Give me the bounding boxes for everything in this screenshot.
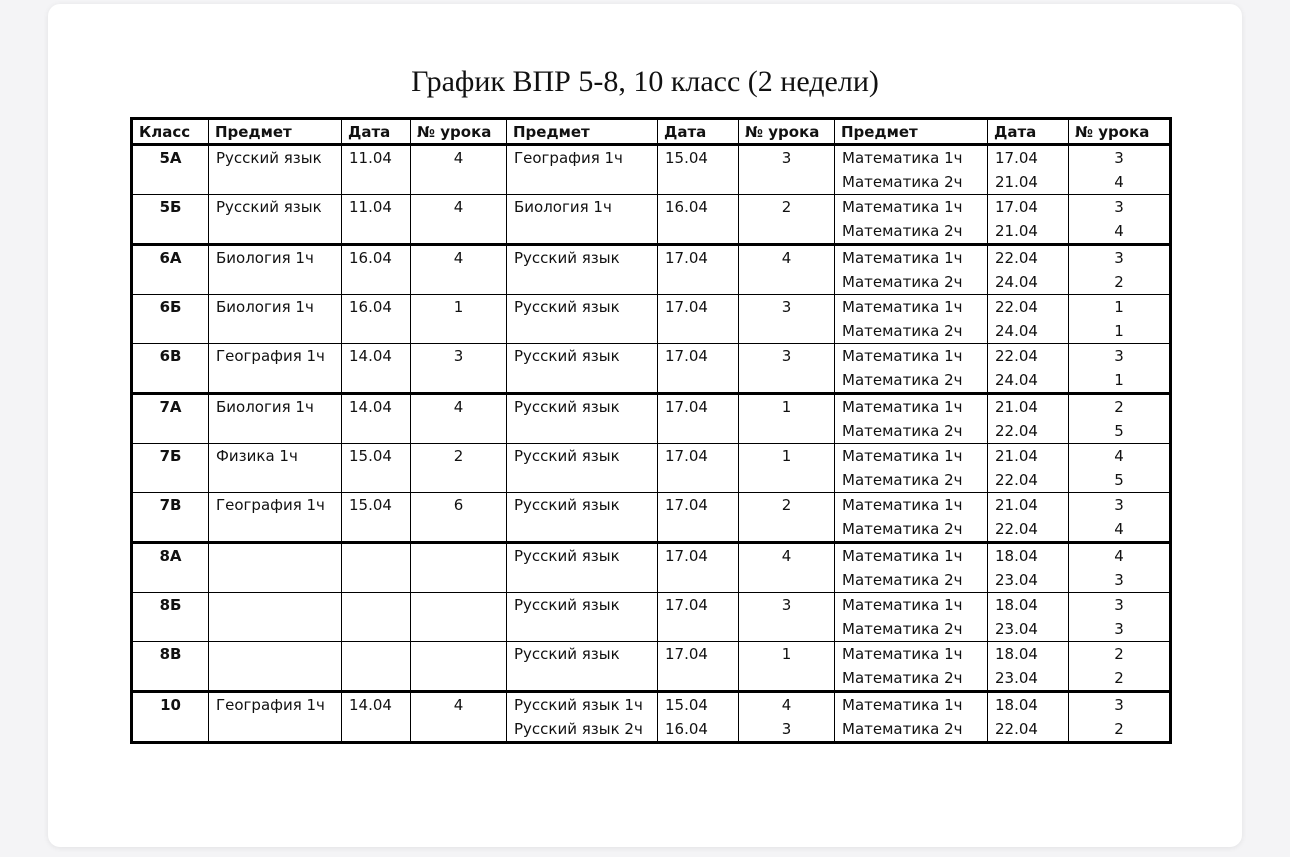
class-cell bbox=[132, 593, 209, 642]
date-3-cell bbox=[988, 593, 1069, 642]
cell-line: Русский язык 1ч bbox=[514, 696, 643, 714]
table-row bbox=[132, 642, 1171, 692]
class-cell bbox=[132, 642, 209, 692]
header-subject-2: Предмет bbox=[507, 119, 658, 145]
lesson-2-cell bbox=[739, 195, 835, 245]
subject-2-cell bbox=[507, 145, 658, 195]
class-cell bbox=[132, 245, 209, 295]
lesson-3-cell bbox=[1069, 145, 1171, 195]
cell-line: География 1ч bbox=[216, 347, 325, 365]
header-lesson-1: № урока bbox=[411, 119, 507, 145]
lesson-3-cell bbox=[1069, 344, 1171, 394]
subject-2-cell bbox=[507, 245, 658, 295]
table-row bbox=[132, 394, 1171, 444]
lesson-1-cell bbox=[411, 642, 507, 692]
table-row bbox=[132, 295, 1171, 344]
cell-line: Биология 1ч bbox=[216, 249, 314, 267]
date-1-cell bbox=[342, 195, 411, 245]
date-3-cell bbox=[988, 145, 1069, 195]
cell-line: 1 bbox=[781, 645, 792, 663]
cell-line: 3 bbox=[1114, 571, 1124, 589]
table-row bbox=[132, 145, 1171, 195]
class-label: 7В bbox=[159, 496, 182, 514]
date-1-cell bbox=[342, 593, 411, 642]
cell-line: 1 bbox=[781, 398, 792, 416]
cell-line: Математика 2ч bbox=[842, 173, 963, 191]
cell-line: Математика 1ч bbox=[842, 298, 963, 316]
date-3-cell bbox=[988, 245, 1069, 295]
cell-line: 17.04 bbox=[665, 347, 708, 365]
cell-line: 23.04 bbox=[995, 620, 1038, 638]
subject-3-cell bbox=[835, 145, 988, 195]
lesson-2-cell bbox=[739, 145, 835, 195]
date-1-cell bbox=[342, 543, 411, 593]
cell-line: 16.04 bbox=[349, 298, 392, 316]
table-row bbox=[132, 493, 1171, 543]
cell-line: 3 bbox=[1114, 249, 1124, 267]
cell-line: Математика 1ч bbox=[842, 447, 963, 465]
cell-line: Математика 1ч bbox=[842, 696, 963, 714]
cell-line: 6 bbox=[453, 496, 464, 514]
class-cell bbox=[132, 344, 209, 394]
cell-line: 2 bbox=[781, 198, 792, 216]
cell-line: 24.04 bbox=[995, 273, 1038, 291]
header-row bbox=[132, 119, 1171, 145]
cell-line: 17.04 bbox=[665, 496, 708, 514]
subject-3-cell bbox=[835, 394, 988, 444]
date-2-cell bbox=[658, 593, 739, 642]
lesson-2-cell bbox=[739, 692, 835, 743]
cell-line: Математика 2ч bbox=[842, 520, 963, 538]
subject-3-cell bbox=[835, 344, 988, 394]
cell-line: 4 bbox=[453, 249, 464, 267]
cell-line: 1 bbox=[781, 447, 792, 465]
date-1-cell bbox=[342, 493, 411, 543]
cell-line: 3 bbox=[781, 298, 792, 316]
subject-3-cell bbox=[835, 295, 988, 344]
header-subject-3: Предмет bbox=[835, 119, 988, 145]
cell-line: 2 bbox=[1114, 273, 1124, 291]
header-date-2: Дата bbox=[658, 119, 739, 145]
subject-2-cell bbox=[507, 642, 658, 692]
date-3-cell bbox=[988, 195, 1069, 245]
subject-2-cell bbox=[507, 493, 658, 543]
cell-line: Русский язык bbox=[216, 198, 322, 216]
lesson-2-cell bbox=[739, 593, 835, 642]
cell-line: 4 bbox=[781, 696, 792, 714]
cell-line: Математика 1ч bbox=[842, 645, 963, 663]
cell-line: 14.04 bbox=[349, 347, 392, 365]
cell-line: 21.04 bbox=[995, 173, 1038, 191]
date-3-cell bbox=[988, 692, 1069, 743]
cell-line: 2 bbox=[781, 496, 792, 514]
cell-line: 17.04 bbox=[665, 398, 708, 416]
class-label: 10 bbox=[160, 696, 181, 714]
lesson-1-cell bbox=[411, 394, 507, 444]
cell-line: Русский язык bbox=[514, 447, 620, 465]
table-row bbox=[132, 444, 1171, 493]
cell-line: 16.04 bbox=[349, 249, 392, 267]
cell-line: 22.04 bbox=[995, 347, 1038, 365]
lesson-2-cell bbox=[739, 344, 835, 394]
class-label: 8Б bbox=[159, 596, 182, 614]
cell-line: 21.04 bbox=[995, 222, 1038, 240]
cell-line: 17.04 bbox=[995, 149, 1038, 167]
cell-line: 22.04 bbox=[995, 298, 1038, 316]
cell-line: 4 bbox=[781, 547, 792, 565]
header-lesson-3: № урока bbox=[1069, 119, 1171, 145]
class-cell bbox=[132, 295, 209, 344]
cell-line: 3 bbox=[781, 347, 792, 365]
cell-line: Математика 1ч bbox=[842, 496, 963, 514]
cell-line: Математика 2ч bbox=[842, 620, 963, 638]
table-row bbox=[132, 692, 1171, 743]
subject-2-cell bbox=[507, 444, 658, 493]
lesson-2-cell bbox=[739, 543, 835, 593]
table-body bbox=[132, 145, 1171, 743]
cell-line: 21.04 bbox=[995, 398, 1038, 416]
cell-line: 17.04 bbox=[665, 249, 708, 267]
cell-line: 3 bbox=[1114, 347, 1124, 365]
date-1-cell bbox=[342, 245, 411, 295]
lesson-1-cell bbox=[411, 692, 507, 743]
cell-line: 2 bbox=[1114, 645, 1124, 663]
date-2-cell bbox=[658, 195, 739, 245]
cell-line: Русский язык bbox=[514, 347, 620, 365]
lesson-3-cell bbox=[1069, 195, 1171, 245]
lesson-3-cell bbox=[1069, 642, 1171, 692]
header-lesson-2: № урока bbox=[739, 119, 835, 145]
lesson-3-cell bbox=[1069, 543, 1171, 593]
class-label: 5А bbox=[159, 149, 182, 167]
date-2-cell bbox=[658, 394, 739, 444]
date-1-cell bbox=[342, 692, 411, 743]
cell-line: 4 bbox=[1114, 173, 1124, 191]
class-label: 7Б bbox=[159, 447, 182, 465]
header-class: Класс bbox=[132, 119, 209, 145]
class-label: 8А bbox=[159, 547, 182, 565]
table-row bbox=[132, 543, 1171, 593]
cell-line: 4 bbox=[453, 398, 464, 416]
cell-line: Русский язык bbox=[514, 645, 620, 663]
cell-line: 3 bbox=[1114, 496, 1124, 514]
cell-line: 3 bbox=[1114, 620, 1124, 638]
date-3-cell bbox=[988, 394, 1069, 444]
cell-line: Математика 1ч bbox=[842, 596, 963, 614]
cell-line: 18.04 bbox=[995, 696, 1038, 714]
cell-line: 11.04 bbox=[349, 149, 392, 167]
cell-line: Математика 2ч bbox=[842, 273, 963, 291]
subject-1-cell bbox=[209, 543, 342, 593]
date-2-cell bbox=[658, 493, 739, 543]
class-label: 6А bbox=[159, 249, 182, 267]
class-cell bbox=[132, 394, 209, 444]
lesson-1-cell bbox=[411, 593, 507, 642]
cell-line: 1 bbox=[1114, 298, 1124, 316]
cell-line: Биология 1ч bbox=[514, 198, 612, 216]
cell-line: 17.04 bbox=[665, 645, 708, 663]
cell-line: 15.04 bbox=[349, 496, 392, 514]
cell-line: Математика 1ч bbox=[842, 249, 963, 267]
cell-line: Биология 1ч bbox=[216, 298, 314, 316]
subject-3-cell bbox=[835, 543, 988, 593]
cell-line: 22.04 bbox=[995, 249, 1038, 267]
cell-line: 15.04 bbox=[665, 149, 708, 167]
date-2-cell bbox=[658, 543, 739, 593]
cell-line: Математика 2ч bbox=[842, 371, 963, 389]
cell-line: 4 bbox=[1114, 547, 1124, 565]
cell-line: Математика 1ч bbox=[842, 398, 963, 416]
date-3-cell bbox=[988, 344, 1069, 394]
lesson-2-cell bbox=[739, 493, 835, 543]
cell-line: 4 bbox=[453, 149, 464, 167]
cell-line: 3 bbox=[1114, 149, 1124, 167]
subject-1-cell bbox=[209, 394, 342, 444]
class-cell bbox=[132, 493, 209, 543]
subject-1-cell bbox=[209, 195, 342, 245]
date-1-cell bbox=[342, 344, 411, 394]
lesson-3-cell bbox=[1069, 444, 1171, 493]
cell-line: 3 bbox=[453, 347, 464, 365]
table-row bbox=[132, 344, 1171, 394]
class-cell bbox=[132, 692, 209, 743]
document-title: График ВПР 5-8, 10 класс (2 недели) bbox=[411, 65, 879, 98]
date-2-cell bbox=[658, 295, 739, 344]
class-label: 6В bbox=[159, 347, 182, 365]
cell-line: Русский язык bbox=[514, 398, 620, 416]
class-label: 8В bbox=[159, 645, 182, 663]
subject-1-cell bbox=[209, 145, 342, 195]
cell-line: 17.04 bbox=[665, 298, 708, 316]
cell-line: Русский язык bbox=[514, 249, 620, 267]
cell-line: Русский язык bbox=[514, 496, 620, 514]
cell-line: 2 bbox=[1114, 398, 1124, 416]
subject-1-cell bbox=[209, 642, 342, 692]
date-1-cell bbox=[342, 145, 411, 195]
date-2-cell bbox=[658, 692, 739, 743]
subject-1-cell bbox=[209, 493, 342, 543]
lesson-2-cell bbox=[739, 394, 835, 444]
date-2-cell bbox=[658, 344, 739, 394]
cell-line: 24.04 bbox=[995, 322, 1038, 340]
subject-3-cell bbox=[835, 245, 988, 295]
lesson-1-cell bbox=[411, 245, 507, 295]
cell-line: Математика 1ч bbox=[842, 547, 963, 565]
lesson-2-cell bbox=[739, 245, 835, 295]
cell-line: 2 bbox=[453, 447, 464, 465]
subject-3-cell bbox=[835, 493, 988, 543]
cell-line: 4 bbox=[453, 198, 464, 216]
lesson-1-cell bbox=[411, 543, 507, 593]
date-3-cell bbox=[988, 642, 1069, 692]
cell-line: География 1ч bbox=[216, 696, 325, 714]
cell-line: Математика 2ч bbox=[842, 669, 963, 687]
subject-2-cell bbox=[507, 543, 658, 593]
cell-line: 17.04 bbox=[665, 596, 708, 614]
table-row bbox=[132, 245, 1171, 295]
subject-3-cell bbox=[835, 444, 988, 493]
lesson-1-cell bbox=[411, 295, 507, 344]
cell-line: 3 bbox=[781, 596, 792, 614]
cell-line: 23.04 bbox=[995, 571, 1038, 589]
lesson-1-cell bbox=[411, 344, 507, 394]
cell-line: Математика 2ч bbox=[842, 471, 963, 489]
cell-line: 4 bbox=[1114, 447, 1124, 465]
vpr-schedule-table bbox=[130, 117, 1172, 744]
lesson-2-cell bbox=[739, 642, 835, 692]
cell-line: География 1ч bbox=[514, 149, 623, 167]
subject-1-cell bbox=[209, 344, 342, 394]
lesson-1-cell bbox=[411, 493, 507, 543]
lesson-3-cell bbox=[1069, 692, 1171, 743]
cell-line: Математика 2ч bbox=[842, 322, 963, 340]
cell-line: Русский язык bbox=[514, 547, 620, 565]
cell-line: 4 bbox=[781, 249, 792, 267]
cell-line: 15.04 bbox=[665, 696, 708, 714]
date-3-cell bbox=[988, 295, 1069, 344]
subject-1-cell bbox=[209, 444, 342, 493]
cell-line: 3 bbox=[1114, 696, 1124, 714]
cell-line: Математика 1ч bbox=[842, 198, 963, 216]
lesson-2-cell bbox=[739, 444, 835, 493]
cell-line: 4 bbox=[453, 696, 464, 714]
date-1-cell bbox=[342, 394, 411, 444]
cell-line: Русский язык 2ч bbox=[514, 720, 643, 738]
cell-line: 1 bbox=[1114, 371, 1124, 389]
date-1-cell bbox=[342, 444, 411, 493]
cell-line: 15.04 bbox=[349, 447, 392, 465]
subject-2-cell bbox=[507, 295, 658, 344]
subject-1-cell bbox=[209, 593, 342, 642]
subject-1-cell bbox=[209, 295, 342, 344]
date-2-cell bbox=[658, 642, 739, 692]
cell-line: Биология 1ч bbox=[216, 398, 314, 416]
lesson-3-cell bbox=[1069, 245, 1171, 295]
date-3-cell bbox=[988, 493, 1069, 543]
cell-line: 4 bbox=[1114, 520, 1124, 538]
cell-line: 21.04 bbox=[995, 447, 1038, 465]
cell-line: Математика 1ч bbox=[842, 149, 963, 167]
cell-line: Русский язык bbox=[514, 596, 620, 614]
cell-line: 2 bbox=[1114, 720, 1124, 738]
subject-3-cell bbox=[835, 642, 988, 692]
subject-2-cell bbox=[507, 344, 658, 394]
cell-line: 22.04 bbox=[995, 520, 1038, 538]
date-2-cell bbox=[658, 245, 739, 295]
lesson-3-cell bbox=[1069, 295, 1171, 344]
cell-line: 17.04 bbox=[665, 447, 708, 465]
lesson-1-cell bbox=[411, 444, 507, 493]
cell-line: 11.04 bbox=[349, 198, 392, 216]
cell-line: 14.04 bbox=[349, 398, 392, 416]
subject-3-cell bbox=[835, 195, 988, 245]
cell-line: 1 bbox=[453, 298, 464, 316]
cell-line: 18.04 bbox=[995, 645, 1038, 663]
cell-line: 24.04 bbox=[995, 371, 1038, 389]
cell-line: 21.04 bbox=[995, 496, 1038, 514]
date-3-cell bbox=[988, 543, 1069, 593]
subject-2-cell bbox=[507, 692, 658, 743]
cell-line: Физика 1ч bbox=[216, 447, 298, 465]
cell-line: 2 bbox=[1114, 669, 1124, 687]
cell-line: 17.04 bbox=[995, 198, 1038, 216]
cell-line: 14.04 bbox=[349, 696, 392, 714]
cell-line: 1 bbox=[1114, 322, 1124, 340]
date-2-cell bbox=[658, 145, 739, 195]
cell-line: Математика 2ч bbox=[842, 571, 963, 589]
subject-2-cell bbox=[507, 394, 658, 444]
cell-line: Математика 2ч bbox=[842, 222, 963, 240]
subject-3-cell bbox=[835, 593, 988, 642]
cell-line: 18.04 bbox=[995, 596, 1038, 614]
lesson-3-cell bbox=[1069, 593, 1171, 642]
table-row bbox=[132, 195, 1171, 245]
table-row bbox=[132, 593, 1171, 642]
date-1-cell bbox=[342, 295, 411, 344]
class-cell bbox=[132, 444, 209, 493]
cell-line: Русский язык bbox=[216, 149, 322, 167]
class-cell bbox=[132, 195, 209, 245]
subject-1-cell bbox=[209, 245, 342, 295]
date-1-cell bbox=[342, 642, 411, 692]
cell-line: Математика 2ч bbox=[842, 422, 963, 440]
lesson-2-cell bbox=[739, 295, 835, 344]
lesson-3-cell bbox=[1069, 394, 1171, 444]
cell-line: Математика 1ч bbox=[842, 347, 963, 365]
cell-line: 22.04 bbox=[995, 422, 1038, 440]
lesson-1-cell bbox=[411, 145, 507, 195]
cell-line: 22.04 bbox=[995, 471, 1038, 489]
subject-2-cell bbox=[507, 593, 658, 642]
cell-line: 5 bbox=[1114, 471, 1124, 489]
cell-line: География 1ч bbox=[216, 496, 325, 514]
cell-line: 17.04 bbox=[665, 547, 708, 565]
cell-line: 16.04 bbox=[665, 198, 708, 216]
lesson-3-cell bbox=[1069, 493, 1171, 543]
date-3-cell bbox=[988, 444, 1069, 493]
cell-line: 3 bbox=[1114, 596, 1124, 614]
cell-line: 5 bbox=[1114, 422, 1124, 440]
cell-line: Русский язык bbox=[514, 298, 620, 316]
class-cell bbox=[132, 543, 209, 593]
cell-line: 18.04 bbox=[995, 547, 1038, 565]
header-date-3: Дата bbox=[988, 119, 1069, 145]
subject-1-cell bbox=[209, 692, 342, 743]
cell-line: 22.04 bbox=[995, 720, 1038, 738]
cell-line: 3 bbox=[781, 149, 792, 167]
class-label: 7А bbox=[159, 398, 182, 416]
class-cell bbox=[132, 145, 209, 195]
lesson-1-cell bbox=[411, 195, 507, 245]
class-label: 6Б bbox=[159, 298, 182, 316]
cell-line: 23.04 bbox=[995, 669, 1038, 687]
cell-line: 3 bbox=[1114, 198, 1124, 216]
cell-line: 16.04 bbox=[665, 720, 708, 738]
cell-line: Математика 2ч bbox=[842, 720, 963, 738]
subject-2-cell bbox=[507, 195, 658, 245]
date-2-cell bbox=[658, 444, 739, 493]
header-date-1: Дата bbox=[342, 119, 411, 145]
subject-3-cell bbox=[835, 692, 988, 743]
cell-line: 3 bbox=[781, 720, 792, 738]
cell-line: 4 bbox=[1114, 222, 1124, 240]
class-label: 5Б bbox=[159, 198, 182, 216]
header-subject-1: Предмет bbox=[209, 119, 342, 145]
